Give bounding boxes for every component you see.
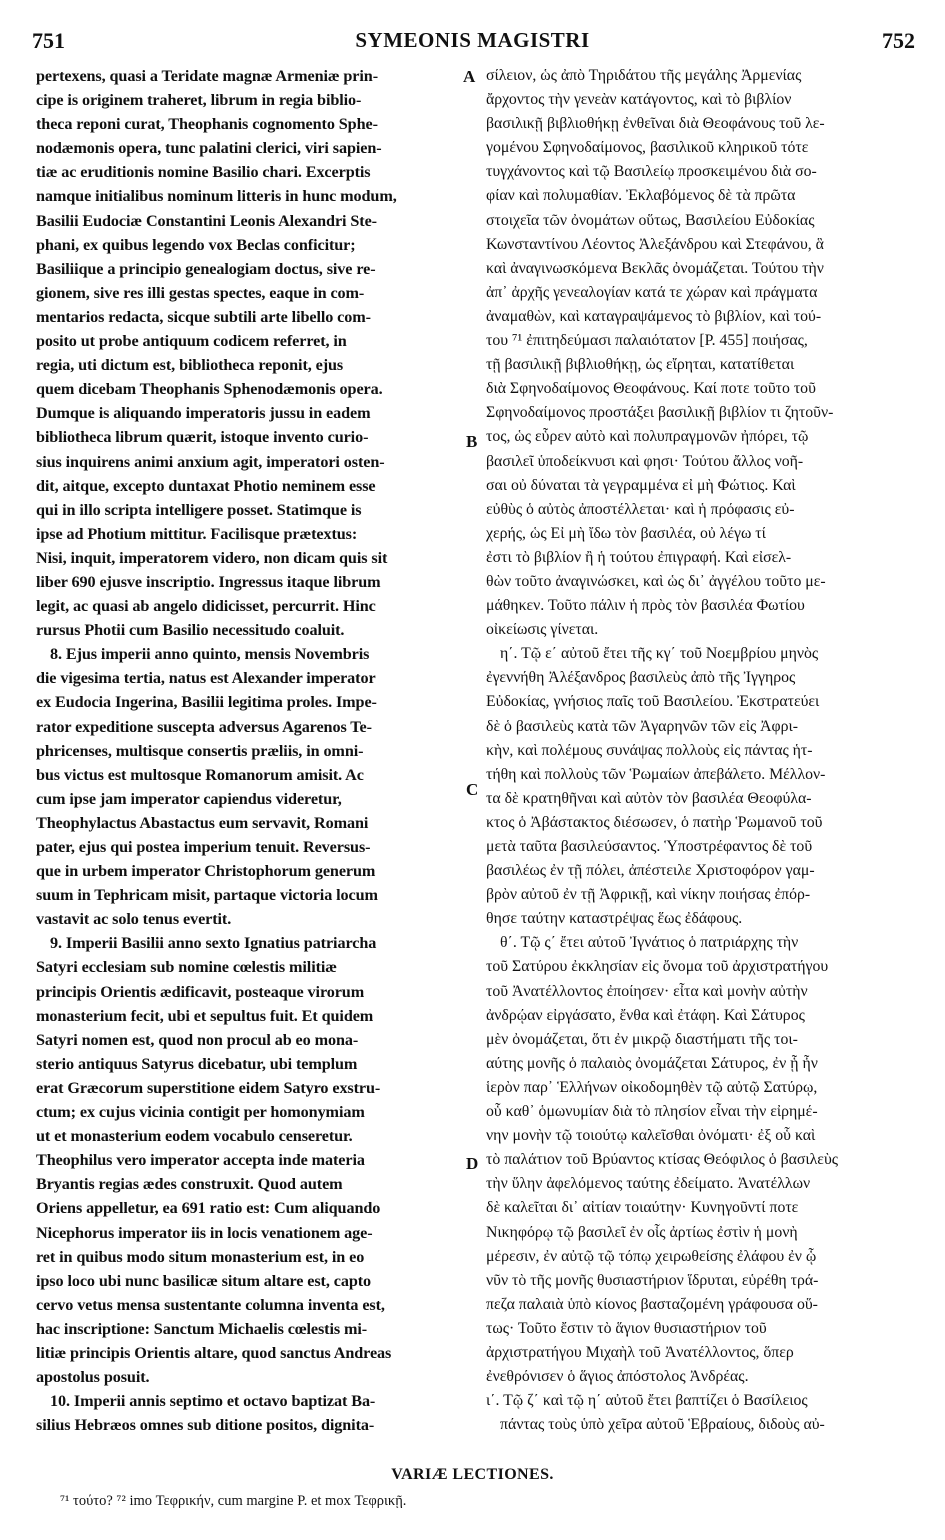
latin-text-line: posito ut probe antiquum codicem referret, in [36,332,347,351]
latin-text-line: monasterium fecit, ubi et sepultus fuit. Et quidem [36,1006,374,1025]
margin-marker-c: C [466,780,479,799]
latin-text-line: principis Orientis ædificavit, posteaque virorum [36,982,365,1001]
latin-text-line: ret in quibus modo situm monasterium est, in eo [36,1247,365,1266]
greek-text-line: μὲν ὀνομάζεται, ὅτι ἐν μικρῷ διαστήματι τῆς τοι- [486,1030,798,1048]
greek-text-line: νην μονὴν τῷ τοιούτῳ καλεῖσθαι ὀνόματι· ἐξ οὗ καὶ [486,1127,816,1145]
latin-text-line: cum ipse jam imperator capiendus videretur, [36,789,342,808]
latin-text-line: litiæ principis Orientis altare, quod sanctus Andreas [36,1343,392,1362]
latin-text-line: Oriens appelletur, ea 691 ratio est: Cum aliquando [36,1199,381,1218]
latin-text-line: ipso loco ubi nunc basilicæ situm altare est, capto [36,1271,372,1290]
latin-text-line: apostolus posuit. [36,1368,150,1387]
latin-text-line: Theophilus vero imperator accepta inde materia [36,1151,365,1170]
greek-text-line: τως· Τοῦτο ἔστιν τὸ ἅγιον θυσιαστήριον τοῦ [486,1319,767,1337]
greek-text-line: ἐνεθρόνισεν ὁ ἅγιος ἀπόστολος Ἀνδρέας. [486,1368,749,1386]
greek-text-line: μέρεσιν, ἐν αὐτῷ τῷ τόπῳ χειρωθείσης ἐλάφου ἐν ᾧ [486,1247,817,1265]
greek-text-line: καὶ ἀναγινωσκόμενα Βεκλᾶς ὀνομάζεται. Τούτου τὴν [486,259,824,277]
greek-text-line: ἀρχιστρατήγου Μιχαὴλ τοῦ Ἀνατέλλοντος, ὅπερ [486,1343,794,1361]
latin-text-line: sterio antiquus Satyrus dicebatur, ubi templum [36,1054,358,1073]
greek-text-line: μάθηκεν. Τοῦτο πάλιν ἡ πρὸς τὸν βασιλέα Φωτίου [486,597,805,615]
greek-text-line: σαι οὐ δύναται τὰ γεγραμμένα εἰ μὴ Φώτιος. Καὶ [486,476,796,494]
greek-text-line: κτος ὁ Ἀβάστακτος διέσωσεν, ὁ πατὴρ Ῥωμανοῦ τοῦ [486,813,823,831]
latin-text-line: ipse ad Photium mittitur. Facilisque prætextus: [36,524,358,543]
greek-text-line: τὴν ὕλην ἀφελόμενος ταύτης ἐδείματο. Ἀνατέλλων [486,1175,811,1193]
latin-text-line: Basilii Eudociæ Constantini Leonis Alexandri Ste- [36,211,377,230]
latin-text-line: sius inquirens animi anxium agit, imperatori osten- [36,452,385,471]
greek-text-line: ἀπ᾽ ἀρχῆς γενεαλογίαν κατά τε χώραν καὶ πράγματα [486,283,818,301]
greek-text-line: ἀνδρῴαν εἰργάσατο, ἔνθα καὶ ἐτάφη. Καὶ Σάτυρος [486,1006,805,1024]
latin-text-line: Satyri ecclesiam sub nomine cœlestis militiæ [36,958,337,977]
latin-text-line: ctum; ex cujus vicinia contigit per homonymiam [36,1103,365,1122]
latin-text-line: suum in Tephricam misit, partaque victoria locum [36,886,378,905]
greek-text-line: Νικηφόρῳ τῷ βασιλεῖ ἐν οἷς ἀρτίως ἐστὶν ἡ μονὴ [486,1223,798,1241]
latin-text-line: Theophylactus Abastactus eum servavit, Romani [36,813,369,832]
greek-text-line: Κωνσταντίνου Λέοντος Ἀλεξάνδρου καὶ Στεφάνου, ἃ [486,235,824,253]
latin-text-line: vastavit ac solo tenus evertit. [36,910,232,929]
latin-text-line: legit, ac quasi ab angelo didicisset, percurrit. Hinc [36,597,376,616]
page-header [30,28,915,58]
greek-text-line: ἱερὸν παρ᾽ Ἑλλήνων οἰκοδομηθὲν τῷ αὐτῷ Σατύρῳ, [486,1078,818,1096]
variae-lectiones-title: VARIÆ LECTIONES. [391,1466,554,1483]
greek-text-line: αύτης μονῆς ὁ παλαιὸς ὀνομάζεται Σάτυρος, ἐν ᾗ ἦν [486,1054,818,1072]
latin-text-line: 8. Ejus imperii anno quinto, mensis Novembris [50,645,370,664]
greek-text-line: οὗ καθ᾽ ὁμωνυμίαν διὰ τὸ πλησίον εἶναι τὴν εἰρημέ- [486,1103,818,1121]
latin-column [36,64,454,1437]
latin-text-line: bus victus est multosque Romanorum amisit. Ac [36,765,364,784]
latin-text-line: Basiliique a principio genealogiam doctus, sive re- [36,259,376,278]
greek-text-line: βασιλικῇ βιβλιοθήκῃ ἐνθεῖναι διὰ Θεοφάνους τοῦ λε- [486,115,825,133]
latin-text-line: rator expeditione suscepta adversus Agarenos Te- [36,717,372,736]
latin-text-line: hac inscriptione: Sanctum Michaelis cœlestis mi- [36,1319,368,1338]
latin-text-line: que in urbem imperator Christophorum generum [36,862,376,881]
greek-text-line: οἰκείωσις γίνεται. [486,621,599,639]
greek-text-line: Σφηνοδαίμονος προστάξει βασιλικῇ βιβλίον τι ζητοῦν- [486,404,834,422]
greek-text-line: τῇ βασιλικῇ βιβλιοθήκῃ, ὡς εἴρηται, κατατίθεται [486,356,795,374]
greek-text-line: τοῦ Σατύρου ἐκκλησίαν εἰς ὄνομα τοῦ ἀρχιστρατήγου [486,958,829,976]
greek-text-line: διὰ Σφηνοδαίμονος Θεοφάνους. Καί ποτε τοῦτο τοῦ [486,380,816,398]
latin-text-line: gionem, sive res illi gestas spectes, eaque in com- [36,283,365,302]
greek-text-line: θ΄. Τῷ ς΄ ἔτει αὐτοῦ Ἰγνάτιος ὁ πατριάρχης τὴν [500,934,799,952]
latin-text-line: liber 690 ejusve inscriptio. Ingressus itaque librum [36,572,381,591]
latin-text-line: cipe is originem traheret, librum in regia biblio- [36,91,362,110]
latin-text-line: Satyri nomen est, quod non procul ab eo mona- [36,1030,359,1049]
latin-text-line: Nisi, inquit, imperatorem videro, non dicam quis sit [36,548,388,567]
latin-text-line: erat Græcorum superstitione eidem Satyro exstru- [36,1078,381,1097]
greek-text-line: βασιλεῖ ὑποδείκνυσι καὶ φησι· Τούτου ἄλλος νοῆ- [486,452,804,470]
greek-text-line: κὴν, καὶ πολέμους συνάψας πολλοὺς εἰς πάντας ἡτ- [486,741,813,759]
latin-text-line: 9. Imperii Basilii anno sexto Ignatius patriarcha [50,934,377,953]
greek-text-line: πάντας τοὺς ὑπὸ χεῖρα αὐτοῦ Ἑβραίους, διδοὺς αὐ- [500,1416,825,1434]
greek-column [486,64,906,1437]
greek-text-line: τα δὲ κρατηθῆναι καὶ αὐτὸν τὸν βασιλέα Θεοφύλα- [486,789,812,807]
greek-text-line: Εὐδοκίας, γνήσιος παῖς τοῦ Βασιλείου. Ἐκστρατεύει [486,693,820,711]
greek-text-line: βρὸν αὐτοῦ ἐν τῇ Ἀφρικῇ, καὶ νίκην ποιήσας ἐπόρ- [486,886,811,904]
greek-text-line: πεζα παλαιὰ ὑπὸ κίονος βασταζομένη γράφουσα οὕ- [486,1295,818,1313]
greek-text-line: τὸ παλάτιον τοῦ Βρύαντος κτίσας Θεόφιλος ὁ βασιλεὺς [486,1151,839,1169]
greek-text-line: θὼν τοῦτο ἀναγινώσκει, καὶ ὡς δι᾽ ἀγγέλου τοῦτο με- [486,572,826,590]
greek-text-line: τυγχάνοντος καὶ τῷ Βασιλείῳ προσκειμένου διὰ σο- [486,163,817,181]
variae-lectiones-notes: ⁷¹ τούτο? ⁷² imo Τεφρικήν, cum margine P. et mox Τεφρικῇ. [60,1493,407,1509]
latin-text-line: ex Eudocia Ingerina, Basilii legitima proles. Impe- [36,693,377,712]
margin-marker-b: B [466,432,478,451]
greek-text-line: ἀναμαθὼν, καὶ καταγραψάμενος τὸ βιβλίον, καὶ τού- [486,307,822,325]
greek-text-line: νῦν τὸ τῆς μονῆς θυσιαστήριον ἵδρυται, εὑρέθη τρά- [486,1271,819,1289]
latin-text-line: mentarios redacta, sicque subtili arte libello com- [36,307,371,326]
margin-marker-a: A [463,67,476,86]
margin-marker-d: D [466,1154,479,1173]
greek-text-line: στοιχεῖα τῶν ὀνομάτων οὕτως, Βασιλείου Εὐδοκίας [486,211,815,229]
latin-text-line: tiæ ac eruditionis nomine Basilio chari. Excerptis [36,163,371,182]
greek-text-line: γομένου Σφηνοδαίμονος, βασιλικοῦ κληρικοῦ τότε [486,139,809,157]
greek-text-line: η΄. Τῷ ε΄ αὐτοῦ ἔτει τῆς κγ΄ τοῦ Νοεμβρίου μηνὸς [500,645,819,663]
latin-text-line: quem dicebam Theophanis Sphenodæmonis opera. [36,380,383,399]
latin-text-line: ut et monasterium eodem vocabulo censeretur. [36,1127,353,1146]
page-number-right: 752 [882,28,915,53]
greek-text-line: του ⁷¹ ἐπιτηδεύμασι παλαιότατον [P. 455] ποιήσας, [486,332,808,350]
latin-text-line: silius Hebræos omnes sub ditione positos, dignita- [36,1416,375,1435]
latin-text-line: regia, uti dictum est, bibliotheca reponit, ejus [36,356,344,375]
greek-text-line: τος, ὡς εὗρεν αὐτὸ καὶ πολυπραγμονῶν ἠπόρει, τῷ [486,428,809,446]
latin-text-line: cervo vetus mensa sustentante columna inventa est, [36,1295,385,1314]
latin-text-line: phani, ex quibus legendo vox Beclas conficitur; [36,235,356,254]
latin-text-line: namque initialibus nominum litteris in hunc modum, [36,187,397,206]
latin-text-line: qui in illo scripta intelligere posset. Statimque is [36,500,362,519]
greek-text-line: βασιλέως ἐν τῇ πόλει, ἀπέστειλε Χριστοφόρον γαμ- [486,862,815,880]
greek-text-line: ἐστι τὸ βιβλίον ἢ ἡ τούτου ἐπιγραφή. Καὶ εἰσελ- [486,548,792,566]
latin-text-line: pater, ejus qui postea imperium tenuit. Reversus- [36,838,371,856]
latin-text-line: nodæmonis opera, tunc palatini clerici, viri sapien- [36,139,382,158]
greek-text-line: τήθη καὶ πολλοὺς τῶν Ῥωμαίων ἀπεβάλετο. Μέλλον- [486,765,826,783]
greek-text-line: μετὰ ταῦτα βασιλεύσαντος. Ὑποστρέφαντος δὲ τοῦ [486,838,813,855]
latin-text-line: Nicephorus imperator iis in locis venationem age- [36,1223,373,1242]
greek-text-line: θησε ταύτην καταστρέψας ἕως ἐδάφους. [486,910,743,928]
greek-text-line: σίλειον, ὡς ἀπὸ Τηριδάτου τῆς μεγάλης Ἀρμενίας [486,67,802,84]
latin-text-line: Dumque is aliquando imperatoris jussu in eadem [36,404,371,423]
latin-text-line: rursus Photii cum Basilio necessitudo coaluit. [36,621,345,640]
latin-text-line: 10. Imperii annis septimo et octavo baptizat Ba- [50,1392,376,1411]
greek-text-line: ἄρχοντος τὴν γενεὰν κατάγοντος, καὶ τὸ βιβλίον [486,91,792,109]
greek-text-line: δὲ καλεῖται δι᾽ αἰτίαν τοιαύτην· Κυνηγοῦντί ποτε [486,1199,799,1217]
greek-text-line: δὲ ὁ βασιλεὺς κατὰ τῶν Ἀγαρηνῶν τῶν εἰς Ἀφρι- [486,717,799,735]
running-title: SYMEONIS MAGISTRI [355,28,590,52]
greek-text-line: ι΄. Τῷ ζ΄ καὶ τῷ η΄ αὐτοῦ ἔτει βαπτίζει ὁ Βασίλειος [486,1392,808,1410]
latin-text-line: phricenses, multisque consertis præliis, in omni- [36,741,364,760]
latin-text-line: die vigesima tertia, natus est Alexander imperator [36,669,376,688]
greek-text-line: εὐθὺς ὁ αὐτὸς ἀποστέλλεται· καὶ ἡ πρόφασις εὐ- [486,500,795,518]
latin-text-line: theca reponi curat, Theophanis cognomento Sphe- [36,115,378,134]
latin-text-line: pertexens, quasi a Teridate magnæ Armeniæ prin- [36,67,378,85]
greek-text-line: φίαν καὶ πολυμαθίαν. Ἐκλαβόμενος δὲ τὰ πρῶτα [486,187,796,205]
latin-text-line: bibliotheca librum quærit, istoque invento curio- [36,428,369,447]
greek-text-line: τοῦ Ἀνατέλλοντος ἐποίησεν· εἶτα καὶ μονὴν αὐτὴν [486,982,808,1000]
greek-text-line: ἐγεννήθη Ἀλέξανδρος βασιλεὺς ἀπὸ τῆς Ἰγγηρος [486,669,796,687]
page-number-left: 751 [32,28,65,53]
latin-text-line: dit, aitque, excepto duntaxat Photio neminem esse [36,476,376,495]
greek-text-line: χερής, ὡς Εἰ μὴ ἴδω τὸν βασιλέα, οὐ λέγω τί [486,524,766,542]
latin-text-line: Bryantis regias ædes construxit. Quod autem [36,1175,343,1194]
